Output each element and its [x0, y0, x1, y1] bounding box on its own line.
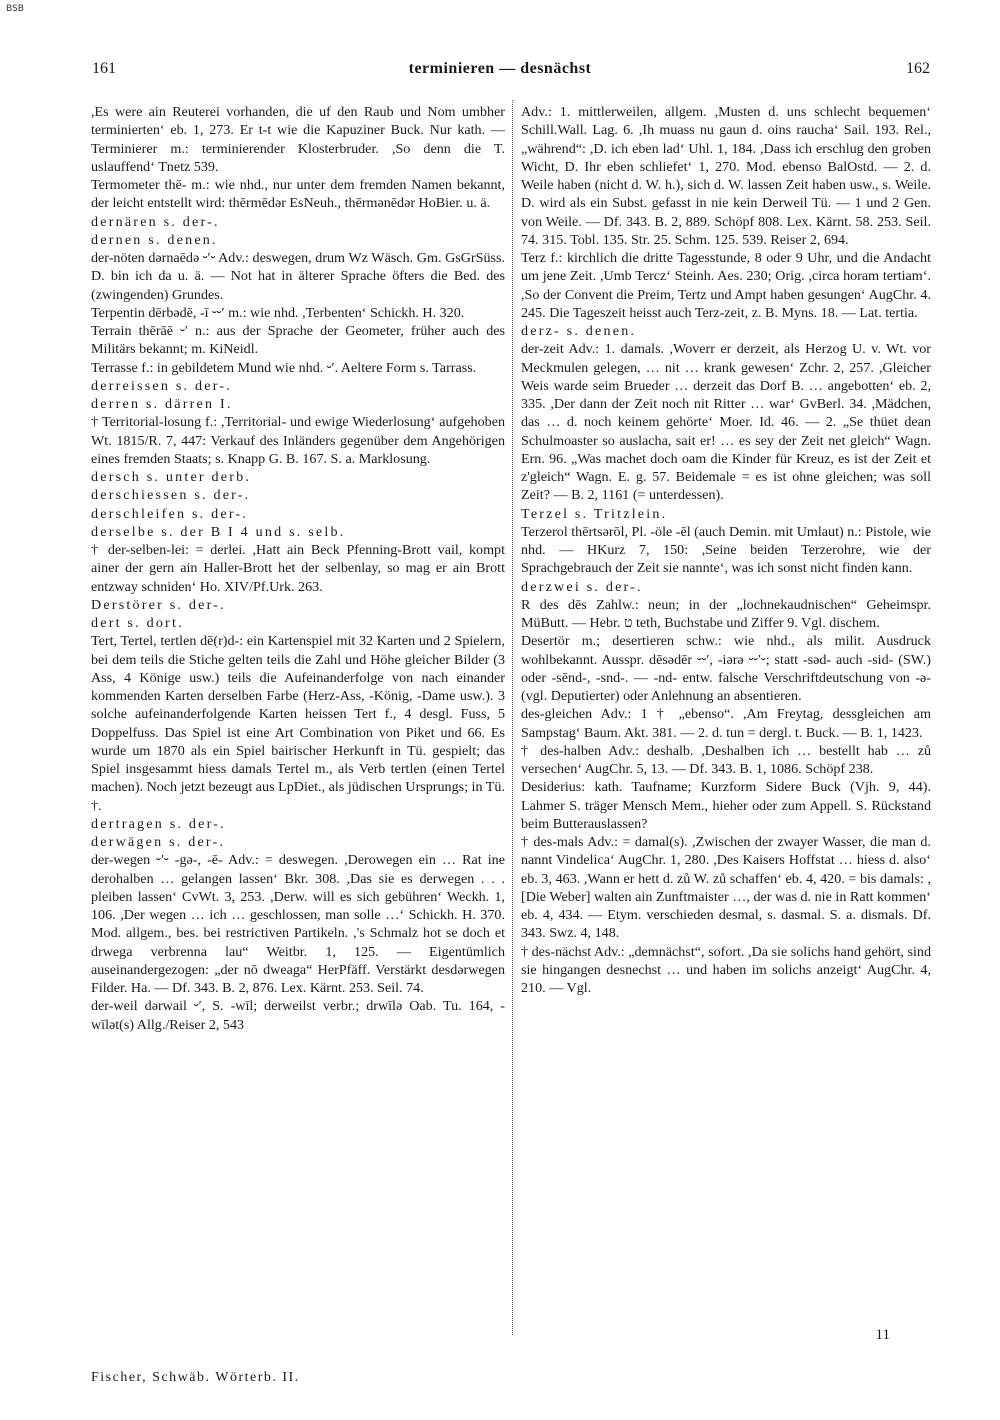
entry: Derstörer s. der-.	[91, 596, 226, 613]
signature-mark: 11	[875, 1327, 890, 1343]
entry: Termometer thē- m.: wie nhd., nur unter dem fremden Namen bekannt, der leicht entstellt wird: thērmēdər EsNeuh., thērmənēdər HoBier. u. ä.	[91, 177, 505, 212]
footer: Fischer, Schwäb. Wörterb. II.	[91, 1370, 300, 1385]
entry: dernären s. der-.	[91, 213, 220, 230]
entry: derschiessen s. der-.	[91, 487, 251, 504]
entry: derselbe s. der B I 4 und s. selb.	[91, 523, 346, 540]
entry: der-weil dərwail ⏑′, S. -wīl; derweilst verbr.; drwīlə Oab. Tu. 164, -wīlət(s) Allg./Reiser 2, 543	[91, 998, 505, 1033]
entry: † des-mals Adv.: = damal(s). ,Zwischen der zwayer Wasser, die man d. nannt Vindelica‘ AugChr. 1, 280. ,Des Kaisers Hoffstat … hiess d. also‘ eb. 3, 463. ,Wann er hett d. zů W. zů schaffen‘ eb. 4, 420. = bis damals: ,[Die Weber] walten ain Zunftmaister …, der was d. nie in Ratt kommen‘ eb. 4, 434. — Etym. verschieden desmal, s. dasmal. S. a. dismals. Df. 343. Swz. 4, 148.	[521, 834, 931, 942]
page-number-left: 161	[92, 60, 116, 77]
entry: Terzerol thērtsərōl, Pl. -öle -ēl (auch Demin. mit Umlaut) n.: Pistole, wie nhd. — HKurz 7, 150: ,Seine beiden Terzerohre, wie der Sprachgebrauch der Zeit sie nannte‘, was ich sonst nicht finden kann.	[521, 523, 931, 577]
entry: dertragen s. der-.	[91, 815, 226, 832]
entry: † des-nächst Adv.: „demnächst“, sofort. ,Da sie solichs hand gehört, sind sie hingangen desnechst … und haben im solichs anzeigt‘ AugChr. 4, 210. — Vgl.	[521, 943, 931, 996]
entry: Terpentin dērbədē, -ī ⏑⏑′ m.: wie nhd. ,Terbenten‘ Schickh. H. 320.	[91, 304, 465, 321]
entry: Terrasse f.: in gebildetem Mund wie nhd. ⏑′. Aeltere Form s. Tarrass.	[91, 359, 477, 376]
entry: dert s. dort.	[91, 615, 184, 631]
entry: † des-halben Adv.: deshalb. ,Deshalben ich … bestellt hab … zů versechen‘ AugChr. 5, 13. — Df. 343. B. 1, 1086. Schöpf 238.	[521, 742, 931, 777]
running-head: terminieren — desnächst	[408, 60, 592, 77]
column-divider	[512, 100, 513, 1335]
entry: † der-selben-lei: = derlei. ,Hatt ain Beck Pfenning-Brott vail, kompt ainer der gern ain Haller-Brott het der selbenlay, so mag er ain Brott entzway schniden‘ Ho. XIV/Pf.Urk. 263.	[91, 542, 505, 595]
entry: derzwei s. der-.	[521, 578, 643, 595]
entry: derwägen s. der-.	[91, 834, 226, 850]
entry: † Territorial-losung f.: ,Territorial- und ewige Wiederlosung‘ aufgehoben Wt. 1815/R. 7, 447: Verkauf des Inländers gegenüber dem Angehörigen eines fremden Staats; s. Knapp G. B. 167. S. a. Marklosung.	[91, 414, 505, 467]
entry: Desiderius: kath. Taufname; Kurzform Sidere Buck (Vjh. 9, 44). Lahmer S. träger Mensch Mem., hieher oder zum Appell. S. Rückstand beim Butterauslassen?	[521, 779, 931, 832]
entry: dernen s. denen.	[91, 231, 218, 248]
entry: Desertör m.; desertieren schw.: wie nhd., als milit. Ausdruck wohlbekannt. Ausspr. dēsədēr ⏑⏑′, -iərə ⏑⏑′⏑; statt -səd- auch -sid- (SW.) oder -sēnd-, -snd-. — -nd- entw. falsche Verschriftdeutschung von -ə- (vgl. Deputierter) oder Anlehnung an absentieren.	[521, 633, 931, 704]
right-column	[521, 103, 931, 997]
entry: Terzel s. Tritzlein.	[521, 505, 668, 522]
entry: der-wegen ⏑′⏑ -gə-, -ē- Adv.: = deswegen. ,Derowegen ein … Rat ine derohalben … gelangen lassen‘ Bkr. 308. ,Das sie es derwegen . . . pleiben lassen‘ CvWt. 3, 253. ,Derw. will es sich gebühren‘ Weckh. 1, 106. ,Der wegen … ich … geschlossen, man solle …‘ Schickh. H. 370. Mod. allgem., bes. bei restrictiven Partikeln. ,'s Schmalz hot se doch et drwega verbrenna lau“ Weitbr. 1, 125. — Eigentümlich auseinandergezogen: „der nō dweaga“ HerPfäff. Verstärkt desdərwegen Filder. Ha. — Df. 343. B. 2, 876. Lex. Kärnt. 253. Seil. 74.	[91, 852, 505, 996]
entry: derz- s. denen.	[521, 323, 637, 339]
entry: Terrain thērāē ⏑′ n.: aus der Sprache der Geometer, früher auch des Militärs bekannt; m. KiNeidl.	[91, 323, 505, 358]
entry: Tert, Tertel, tertlen dē(r)d-: ein Kartenspiel mit 32 Karten und 2 Spielern, bei dem teils die Stiche gelten teils die Zahl und Höhe gleicher Bilder (3 Ass, 4 Könige usw.) teils die Aufeinanderfolge von nach einander kommenden Karten derselben Farbe (Herz-Ass, -König, -Dame usw.). 3 solche aufeinanderfolgende Karten heissen Tert f., 4 desgl. Fuss, 5 Doppelfuss. Das Spiel ist eine Art Combination von Piket und 66. Es wurde um 1870 als ein Spiel bairischer Herkunft in Tü. gespielt; das Spiel insgesammt hiess damals Tertel m., als Verb tertlen (einen Tertel machen). Noch jetzt bezeugt aus LpDiet., als jüdischen Ursprungs; in Tü. †.	[91, 633, 505, 814]
entry: Adv.: 1. mittlerweilen, allgem. ,Musten d. uns schlecht bequemen‘ Schill.Wall. Lag. 6. ,Ih muass nu gaun d. oins raucha‘ Sail. 193. Rel., „während“: ,D. ich eben lad‘ Uhl. 1, 184. ,Dass ich erschlug den groben Wicht, D. Ihr eben schliefet‘ 1, 270. Mod. ebenso BalOstd. — 2. d. Weile haben (nicht d. W. h.), sich d. W. lassen Zeit haben usw., s. Weile. D. wird als ein Subst. gefasst in nie kein Derweil Tü. — 1 und 2 Gen. von Weile. — Df. 343. B. 2, 889. Schöpf 808. Lex. Kärnt. 58. 253. Seil. 74. 315. Tobl. 135. Str. 25. Schm. 125. 539. Reiser 2, 694.	[521, 104, 931, 248]
entry: ,Es were ain Reuterei vorhanden, die uf den Raub und Nom umbher terminierten‘ eb. 1, 273. Er t-t wie die Kapuziner Buck. Nur kath. — Terminierer m.: terminierender Klosterbruder. ,So denn die T. uslauffend‘ Tnetz 539.	[91, 104, 505, 175]
entry: derren s. därren I.	[91, 396, 233, 412]
entry: derreissen s. der-.	[91, 377, 232, 394]
entry: der-nöten dərnaēdə ⏑′⏑ Adv.: deswegen, drum Wz Wäsch. Gm. GsGrSüss. D. bin ich da u. ä. — Not hat in älterer Sprache öfters die Bed. des (zwingenden) Grundes.	[91, 250, 505, 303]
entry: der-zeit Adv.: 1. damals. ,Woverr er derzeit, als Herzog U. v. Wt. vor Meckmulen gelegen, … nit … krank gewesen‘ Zchr. 2, 257. ,Gleicher Weis warde seim Brueder … derzeit das Dorf B. … angebotten‘ eb. 2, 335. ,Der dann der Zeit noch nit Ritter … war‘ GvBerl. 34. ,Mädchen, das … d. noch keinem gehörte‘ Moer. Id. 46. — 2. „Se thüet dean Schulmoaster so auslacha, sait er! … es sey der Zeit net gleich“ Wagn. Ern. 96. „Was machet doch oam die Kinder für Kreuz, es ist der Zeit et z'gleich“ Wagn. E. g. 57. Beidemale = es ist ohne gleichen; was soll Zeit? — B. 2, 1161 (= unterdessen).	[521, 341, 931, 504]
library-mark: BSB	[6, 4, 24, 14]
page-number-right: 162	[906, 60, 930, 77]
left-column	[91, 103, 505, 1034]
entry: derschleifen s. der-.	[91, 505, 249, 522]
entry: des-gleichen Adv.: 1 † „ebenso“. ,Am Freytag, dessgleichen am Sampstag‘ Baum. Akt. 381. — 2. d. tun = dergl. t. Buck. — B. 1, 1423.	[521, 706, 931, 741]
entry: dersch s. unter derb.	[91, 469, 252, 485]
entry: R des dēs Zahlw.: neun; in der „lochnekaudnischen“ Geheimspr. MüButt. — Hebr. ט teth, Buchstabe und Ziffer 9. Vgl. dischem.	[521, 596, 931, 631]
entry: Terz f.: kirchlich die dritte Tagesstunde, 8 oder 9 Uhr, und die Andacht um jene Zeit. ,Umb Tercz‘ Steinh. Aes. 230; Orig. ,circa horam tertiam‘. ,So der Convent die Preim, Tertz und Ampt haben gesungen‘ AugChr. 4. 245. Die Tageszeit heisst auch Terz-zeit, z. B. Myns. 18. — Lat. tertia.	[521, 250, 931, 321]
